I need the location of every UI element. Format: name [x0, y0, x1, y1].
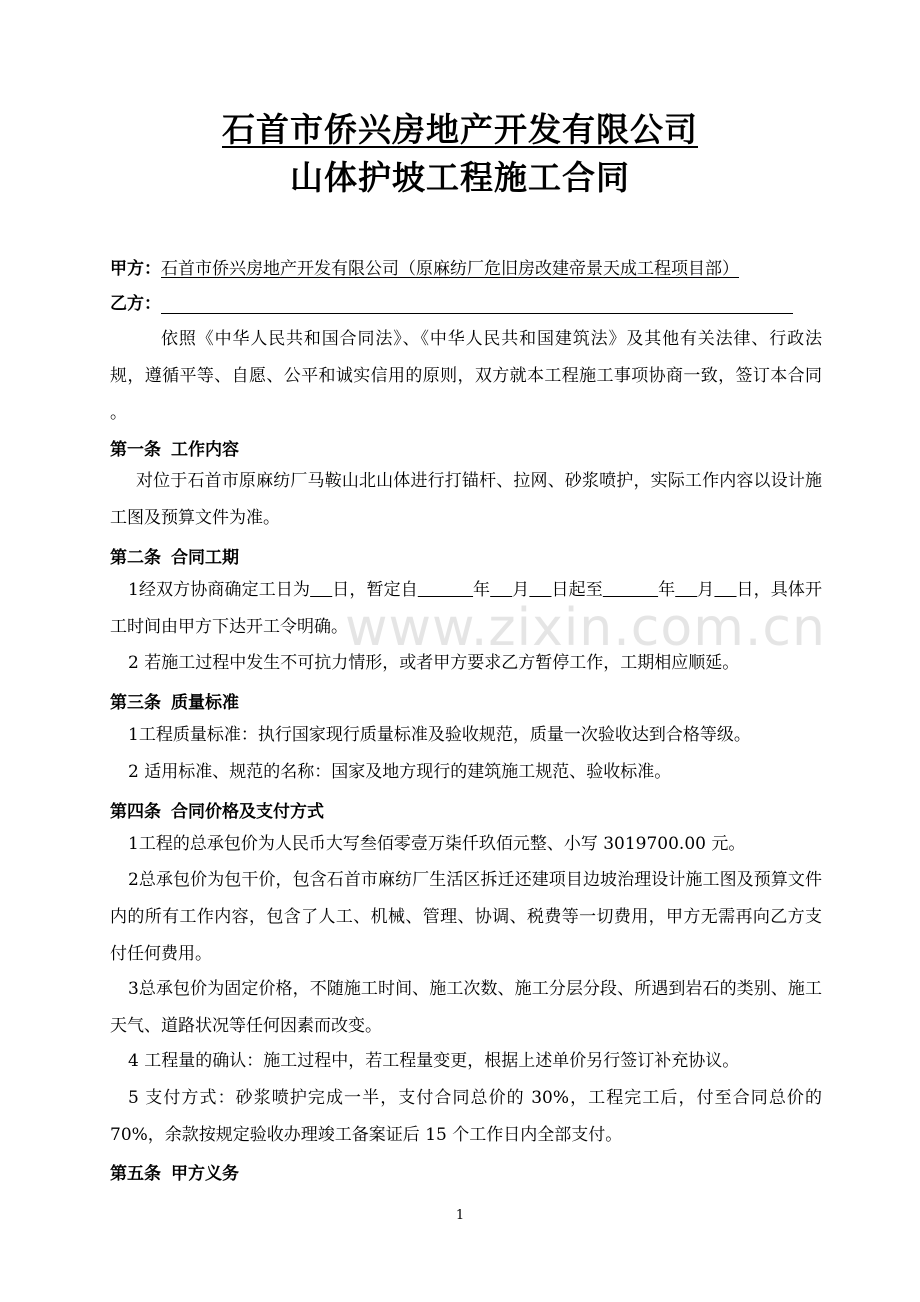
watermark: www.zixin.com.cn [345, 598, 826, 658]
party-a-label: 甲方： [110, 259, 161, 279]
article-4-item-1: 1工程的总承包价为人民币大写叁佰零壹万柒仟玖佰元整、小写 3019700.00 元。 [128, 834, 746, 854]
party-b-label: 乙方： [110, 294, 161, 314]
party-b-line [110, 289, 793, 314]
party-a-value: 石首市侨兴房地产开发有限公司（原麻纺厂危旧房改建帝景天成工程项目部） [161, 259, 739, 279]
article-1-heading: 第一条 工作内容 [110, 440, 239, 460]
article-2-item-1: 1经双方协商确定工日为 日，暂定自 年 月 日起至 年 月 日，具体开工时间由甲方下达开工令明确。 [110, 580, 822, 637]
article-1-text: 对位于石首市原麻纺厂马鞍山北山体进行打锚杆、拉网、砂浆喷护，实际工作内容以设计施工图及预算文件为准。 [110, 471, 822, 528]
article-4-item-5: 5 支付方式：砂浆喷护完成一半，支付合同总价的 30%，工程完工后，付至合同总价的 70%，余款按规定验收办理竣工备案证后 15 个工作日内全部支付。 [110, 1088, 822, 1145]
preamble: 依照《中华人民共和国合同法》、《中华人民共和国建筑法》及其他有关法律、行政法规，遵循平等、自愿、公平和诚实信用的原则，双方就本工程施工事项协商一致，签订本合同 。 [110, 329, 822, 423]
party-b-blank [161, 296, 793, 314]
article-4-item-4: 4 工程量的确认：施工过程中，若工程量变更，根据上述单价另行签订补充协议。 [128, 1051, 740, 1071]
page-number: 1 [455, 1208, 465, 1223]
article-4-item-2: 2总承包价为包干价，包含石首市麻纺厂生活区拆迁还建项目边坡治理设计施工图及预算文件内的所有工作内容，包含了人工、机械、管理、协调、税费等一切费用，甲方无需再向乙方支付任何费用。 [110, 870, 822, 964]
article-2-item-2: 2 若施工过程中发生不可抗力情形，或者甲方要求乙方暂停工作，工期相应顺延。 [128, 653, 740, 673]
article-4-item-3: 3总承包价为固定价格，不随施工时间、施工次数、施工分层分段、所遇到岩石的类别、施工天气、道路状况等任何因素而改变。 [110, 979, 822, 1036]
article-3-item-2: 2 适用标准、规范的名称：国家及地方现行的建筑施工规范、验收标准。 [128, 762, 672, 782]
party-a-line [110, 254, 739, 279]
article-3-heading: 第三条 质量标准 [110, 693, 239, 713]
company-title: 石首市侨兴房地产开发有限公司 [222, 110, 698, 149]
contract-title: 山体护坡工程施工合同 [290, 158, 630, 197]
article-5-heading: 第五条 甲方义务 [110, 1164, 239, 1184]
article-2-heading: 第二条 合同工期 [110, 548, 239, 568]
article-4-heading: 第四条 合同价格及支付方式 [110, 802, 324, 822]
article-3-item-1: 1工程质量标准：执行国家现行质量标准及验收规范，质量一次验收达到合格等级。 [128, 725, 751, 745]
